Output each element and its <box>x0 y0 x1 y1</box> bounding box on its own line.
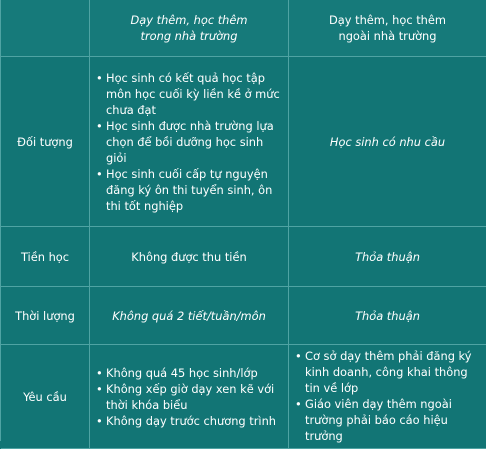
yeu-cau-out-school-list <box>295 348 482 444</box>
list-item: • Không xếp giờ dạy xen kẽ với thời khóa biểu <box>96 381 284 413</box>
doi-tuong-in-school <box>90 57 289 227</box>
row-label-tien-hoc: Tiền học <box>1 227 90 287</box>
yeu-cau-out-school <box>289 345 486 449</box>
row-label-yeu-cau: Yêu cầu <box>1 345 90 449</box>
tien-hoc-in-school: Không được thu tiền <box>90 227 289 287</box>
list-item: • Cơ sở dạy thêm phải đăng ký kinh doanh, công khai thông tin về lớp <box>295 348 482 396</box>
yeu-cau-in-school-list <box>96 365 284 429</box>
doi-tuong-in-school-list <box>96 70 284 214</box>
thoi-luong-out-school: Thỏa thuận <box>289 287 486 345</box>
header-in-school <box>90 0 289 57</box>
tien-hoc-out-school: Thỏa thuận <box>289 227 486 287</box>
header-out-school <box>289 0 486 57</box>
list-item: • Học sinh cuối cấp tự nguyện đăng ký ôn thi tuyển sinh, ôn thi tốt nghiệp <box>96 166 284 214</box>
list-item: • Học sinh được nhà trường lựa chọn để bồi dưỡng học sinh giỏi <box>96 118 284 166</box>
list-item: • Không dạy trước chương trình <box>96 413 284 429</box>
header-out-school-text: Dạy thêm, học thêm ngoài nhà trường <box>328 13 446 43</box>
list-item: • Không quá 45 học sinh/lớp <box>96 365 284 381</box>
header-in-school-text: Dạy thêm, học thêm trong nhà trường <box>130 13 248 43</box>
list-item: • Giáo viên dạy thêm ngoài trường phải báo cáo hiệu trưởng <box>295 396 482 444</box>
list-item: • Học sinh có kết quả học tập môn học cuối kỳ liền kề ở mức chưa đạt <box>96 70 284 118</box>
thoi-luong-in-school: Không quá 2 tiết/tuần/môn <box>90 287 289 345</box>
yeu-cau-in-school <box>90 345 289 449</box>
row-label-thoi-luong: Thời lượng <box>1 287 90 345</box>
header-empty-cell <box>1 0 90 57</box>
row-label-doi-tuong: Đối tượng <box>1 57 90 227</box>
doi-tuong-out-school: Học sinh có nhu cầu <box>289 57 486 227</box>
